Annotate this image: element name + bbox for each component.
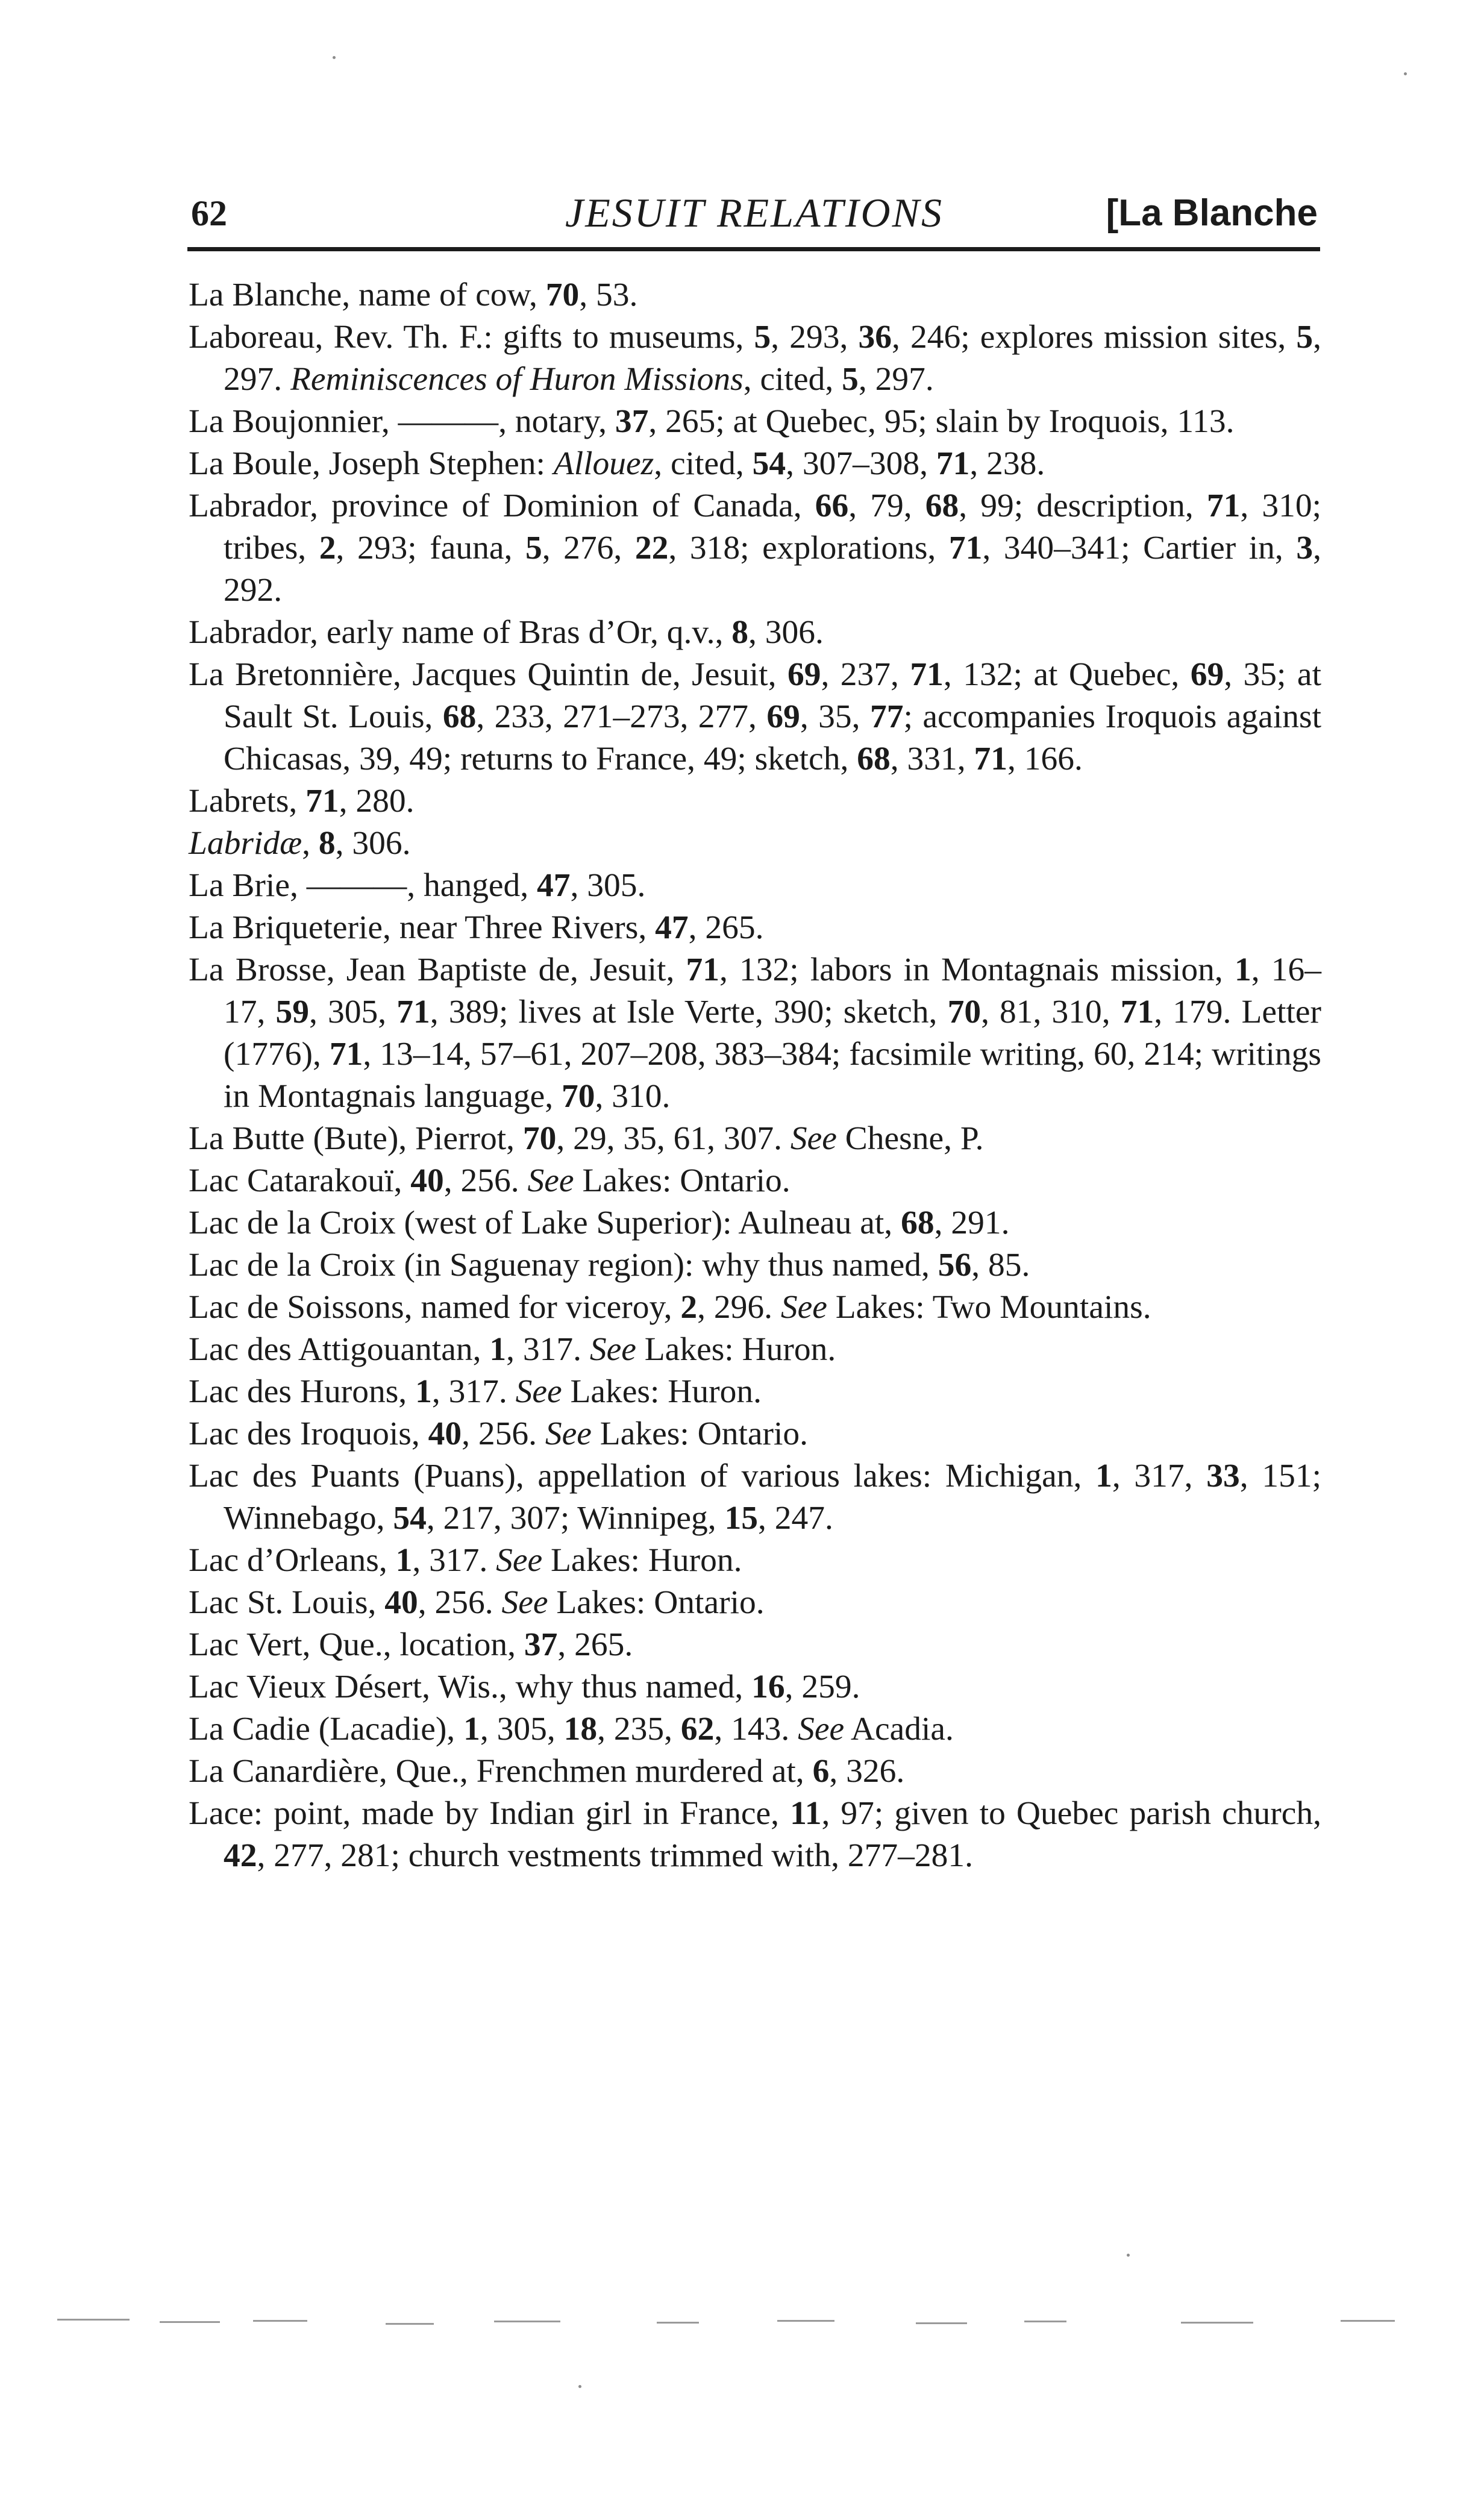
index-entry: Lac Vieux Désert, Wis., why thus named, 16, 259. [189,1669,860,1705]
index-entry: Labrador, early name of Bras d’Or, q.v., 8, 306. [189,614,824,651]
index-entry: Laboreau, Rev. Th. F.: gifts to museums, 5, 293, 36, 246; explores mission sites, 5, 297. Reminiscences of Huron Missions, cited, 5, 297. [189,319,1322,398]
index-entry: La Brosse, Jean Baptiste de, Jesuit, 71, 132; labors in Montagnais mission, 1, 16–17, 59, 305, 71, 389; lives at Isle Verte, 390; sketch, 70, 81, 310, 71, 179. Letter (1776), 71, 13–14, 57–61, 207–208, 383–384; facsimile writing, 60, 214; writings in Montagnais language, 70, 310. [189,951,1322,1115]
scan-speck [1404,72,1407,75]
scan-mark [777,2320,834,2322]
index-entry: La Brie, ———, hanged, 47, 305. [189,867,646,904]
scan-mark [160,2321,220,2323]
index-entry: La Cadie (Lacadie), 1, 305, 18, 235, 62, 143. See Acadia. [189,1711,954,1747]
index-entry: La Bretonnière, Jacques Quintin de, Jesuit, 69, 237, 71, 132; at Quebec, 69, 35; at Sault St. Louis, 68, 233, 271–273, 277, 69, 35, 77; accompanies Iroquois against Chicasas, 39, 49; returns to France, 49; sketch, 68, 331, 71, 166. [189,656,1322,777]
scan-mark [916,2322,967,2324]
index-entry: Lac des Puants (Puans), appellation of various lakes: Michigan, 1, 317, 33, 151; Winnebago, 54, 217, 307; Winnipeg, 15, 247. [189,1458,1322,1537]
index-entry: La Briqueterie, near Three Rivers, 47, 265. [189,909,764,946]
scan-mark [1024,2321,1066,2322]
index-entry: La Blanche, name of cow, 70, 53. [189,277,638,313]
scan-speck [333,56,336,59]
index-entries [189,274,1321,1877]
scan-speck [1127,2254,1130,2257]
running-head: [La Blanche [1106,192,1318,234]
index-entry: Lac de la Croix (in Saguenay region): why thus named, 56, 85. [189,1247,1030,1284]
index-entry: Lac St. Louis, 40, 256. See Lakes: Ontario. [189,1584,765,1621]
index-entry: Lac de Soissons, named for viceroy, 2, 296. See Lakes: Two Mountains. [189,1289,1151,1326]
scan-mark [657,2322,699,2324]
index-entry: La Boule, Joseph Stephen: Allouez, cited, 54, 307–308, 71, 238. [189,445,1045,482]
scan-mark [494,2321,560,2322]
scan-speck [578,2385,581,2388]
scan-mark [253,2320,307,2322]
index-entry: Lac Catarakouï, 40, 256. See Lakes: Ontario. [189,1162,791,1199]
index-entry: Lac des Hurons, 1, 317. See Lakes: Huron. [189,1373,762,1410]
running-title: JESUIT RELATIONS [565,190,944,236]
index-entry: Lac des Attigouantan, 1, 317. See Lakes: Huron. [189,1331,836,1368]
index-entry: Labridæ, 8, 306. [189,825,411,862]
index-entry: La Butte (Bute), Pierrot, 70, 29, 35, 61, 307. See Chesne, P. [189,1120,984,1157]
index-entry: Lac des Iroquois, 40, 256. See Lakes: Ontario. [189,1415,809,1452]
page-header [191,181,1318,247]
index-entry: Lac de la Croix (west of Lake Superior): Aulneau at, 68, 291. [189,1205,1010,1241]
index-entry: Labrets, 71, 280. [189,783,415,820]
index-entry: La Canardière, Que., Frenchmen murdered at, 6, 326. [189,1753,905,1790]
index-entry: Lac Vert, Que., location, 37, 265. [189,1626,633,1663]
index-entry: Lace: point, made by Indian girl in France, 11, 97; given to Quebec parish church, 42, 277, 281; church vestments trimmed with, 277–281. [189,1795,1321,1874]
page-number: 62 [191,193,227,233]
index-entry: Lac d’Orleans, 1, 317. See Lakes: Huron. [189,1542,742,1579]
index-entry: Labrador, province of Dominion of Canada, 66, 79, 68, 99; description, 71, 310; tribes, 2, 293; fauna, 5, 276, 22, 318; explorations, 71, 340–341; Cartier in, 3, 292. [189,487,1322,609]
scan-mark [57,2319,130,2321]
scan-mark [1341,2320,1395,2322]
scan-mark [1181,2322,1253,2324]
header-rule [187,247,1320,251]
scan-mark [386,2323,434,2325]
index-entry: La Boujonnier, ———, notary, 37, 265; at Quebec, 95; slain by Iroquois, 113. [189,403,1235,440]
